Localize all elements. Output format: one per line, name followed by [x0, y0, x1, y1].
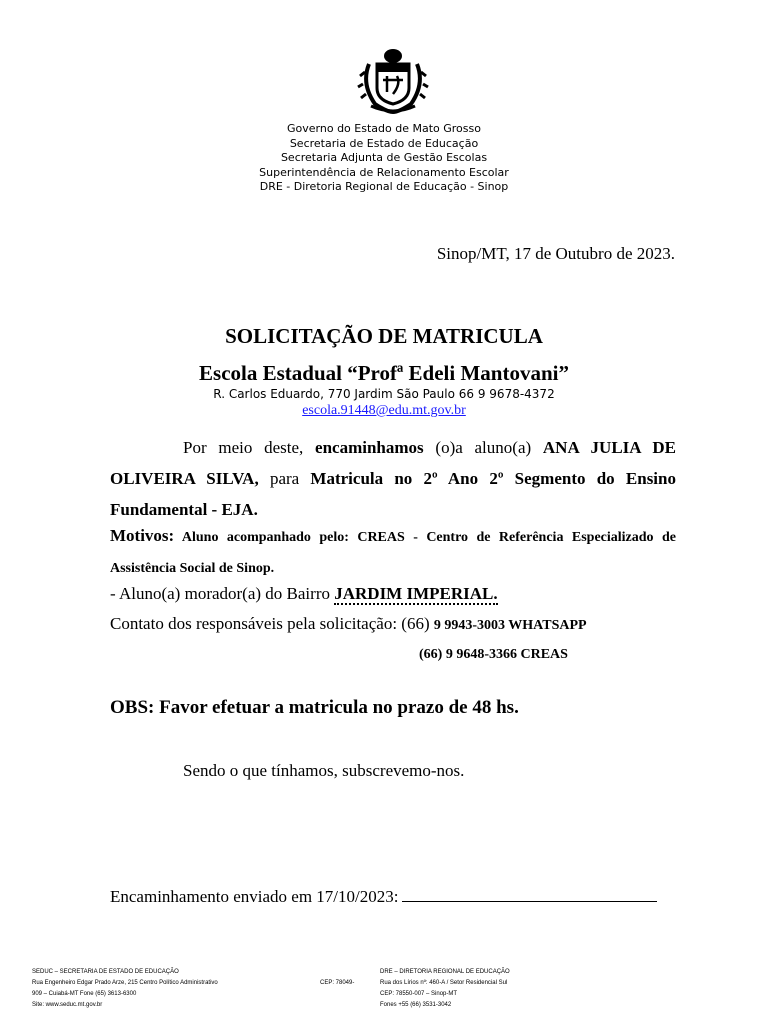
footer-seduc-site: Site: www.seduc.mt.gov.br	[32, 1002, 103, 1008]
school-name: Escola Estadual “Profª Edeli Mantovani”	[199, 361, 569, 385]
contact-phone-2: (66) 9 9648-3366 CREAS	[419, 647, 568, 662]
motivos-label: Motivos:	[110, 526, 175, 545]
footer-seduc-phone: 909 – Cuiabá-MT Fone (65) 3613-6300	[32, 991, 137, 997]
contact-line	[110, 614, 587, 634]
footer-cep: CEP: 78049-	[320, 980, 355, 986]
obs-note: OBS: Favor efetuar a matricula no prazo de 48 hs.	[110, 697, 519, 718]
course-description: Matricula no 2º Ano 2º Segmento do Ensino Fundamental - EJA.	[110, 469, 676, 519]
document-date: Sinop/MT, 17 de Outubro de 2023.	[436, 244, 675, 263]
contact-line-2	[419, 643, 568, 663]
p1-verb: encaminhamos	[315, 438, 424, 457]
document-title: SOLICITAÇÃO DE MATRICULA	[225, 324, 543, 348]
contact-phone-1: 9 9943-3003 WHATSAPP	[433, 618, 587, 633]
request-paragraph	[110, 432, 676, 525]
p1-text-d: para	[258, 469, 311, 488]
header-line-superintendencia: Superintendência de Relacionamento Escolar	[259, 165, 509, 179]
motivos-text: Aluno acompanhado pelo: CREAS - Centro de Referência Especializado de Assistência Social de Sinop.	[110, 530, 676, 576]
sent-label: Encaminhamento enviado em 17/10/2023:	[110, 887, 399, 906]
header-line-secretaria: Secretaria de Estado de Educação	[289, 136, 479, 150]
header-line-government: Governo do Estado de Mato Grosso	[287, 122, 481, 135]
footer-dre-phone: Fones +55 (66) 3531-3042	[380, 1002, 452, 1008]
school-address: R. Carlos Eduardo, 770 Jardim São Paulo 66 9 9678-4372	[213, 387, 555, 401]
contact-prefix: Contato dos responsáveis pela solicitação: (66)	[110, 614, 434, 633]
state-seal-logo	[357, 44, 429, 114]
header-line-dre: DRE - Diretoria Regional de Educação - Sinop	[259, 180, 509, 193]
bairro-prefix: - Aluno(a) morador(a) do Bairro	[110, 584, 335, 603]
student-name: ANA JULIA DE OLIVEIRA SILVA,	[110, 438, 676, 488]
bairro-line	[110, 584, 498, 604]
footer-seduc-title: SEDUC – SECRETARIA DE ESTADO DE EDUCAÇÃO	[32, 969, 179, 975]
closing-sentence: Sendo o que tínhamos, subscrevemo-nos.	[183, 761, 465, 780]
motivos-paragraph	[110, 521, 676, 583]
bairro-name: JARDIM IMPERIAL.	[334, 584, 498, 603]
header-line-adjunta: Secretaria Adjunta de Gestão Escolas	[280, 151, 488, 164]
footer-seduc-address: Rua Engenheiro Edgar Prado Arze, 215 Centro Político Administrativo	[32, 980, 218, 986]
p1-text-a: Por meio deste,	[183, 438, 316, 457]
footer-dre-title: DRE – DIRETORIA REGIONAL DE EDUCAÇÃO	[380, 969, 510, 975]
signature-blank	[402, 887, 657, 902]
sent-line	[110, 887, 657, 907]
footer-dre-address: Rua dos Lírios nº: 460-A / Setor Residencial Sul	[380, 980, 508, 986]
footer-dre-cep: CEP: 78550-007 – Sinop-MT	[380, 991, 458, 997]
footer-dre	[380, 967, 510, 1011]
school-email-link[interactable]: escola.91448@edu.mt.gov.br	[302, 403, 466, 418]
footer-seduc	[32, 967, 218, 1011]
p1-text-c: (o)a aluno(a)	[423, 438, 543, 457]
